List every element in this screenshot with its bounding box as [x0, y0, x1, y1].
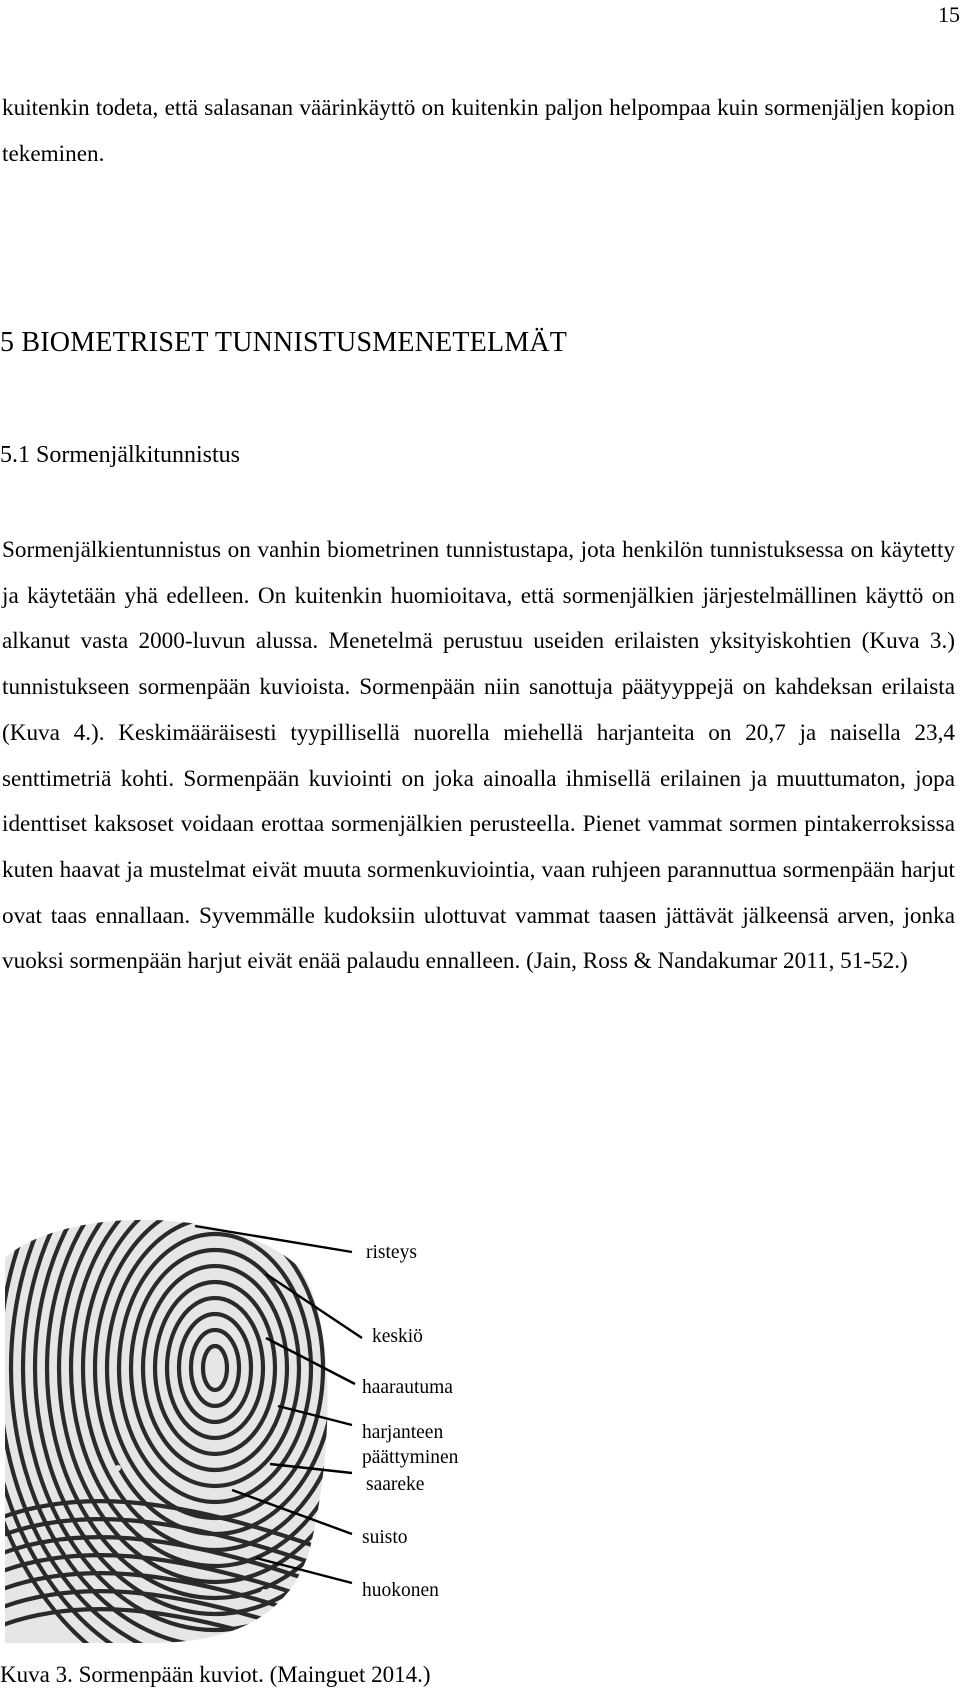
label-suisto: suisto — [362, 1527, 408, 1548]
fingerprint-figure — [0, 1218, 490, 1648]
chapter-heading: 5 BIOMETRISET TUNNISTUSMENETELMÄT — [0, 327, 568, 358]
paragraph-intro: kuitenkin todeta, että salasanan väärinkäyttö on kuitenkin paljon helpompaa kuin sormenjäljen kopion tekeminen. — [2, 95, 955, 167]
paragraph-body: Sormenjälkientunnistus on vanhin biometrinen tunnistustapa, jota henkilön tunnistuksessa on käytetty ja käytetään yhä edelleen. On kuitenkin huomioitava, että sormenjälkien järjestelmällinen käyttö on alkanut vasta 2000-luvun alussa. Menetelmä perustuu useiden erilaisten yksityiskohtien (Kuva 3.) tunnistukseen sormenpään kuvioista. Sormenpään niin sanottuja päätyyppejä on kahdeksan erilaista (Kuva 4.). Keskimääräisesti tyypillisellä nuorella miehellä harjanteita on 20,7 ja naisella 23,4 senttimetriä kohti. Sormenpään kuviointi on joka ainoalla ihmisellä erilainen ja muuttumaton, jopa identtiset kaksoset voidaan erottaa sormenjälkien perusteella. Pienet vammat sormen pintakerroksissa kuten haavat ja mustelmat eivät muuta sormenkuviointia, vaan ruhjeen parannuttua sormenpään harjut ovat taas ennallaan. Syvemmälle kudoksiin ulottuvat vammat taasen jättävät jälkeensä arven, jonka vuoksi sormenpään harjut eivät enää palaudu ennalleen. (Jain, Ross & Nandakumar 2011, 51-52.) — [2, 537, 955, 975]
page-number: 15 — [938, 2, 960, 27]
label-harjanteen: harjanteen — [362, 1422, 444, 1443]
label-haarautuma: haarautuma — [362, 1377, 453, 1398]
label-risteys: risteys — [366, 1242, 417, 1263]
label-saareke: saareke — [366, 1474, 425, 1495]
label-huokonen: huokonen — [362, 1580, 439, 1601]
section-heading: 5.1 Sormenjälkitunnistus — [0, 442, 240, 468]
label-keskio: keskiö — [372, 1326, 423, 1347]
figure-caption: Kuva 3. Sormenpään kuviot. (Mainguet 2014.) — [0, 1662, 431, 1687]
fingerprint-diagram — [0, 1218, 490, 1648]
label-paattyminen: päättyminen — [362, 1447, 459, 1468]
